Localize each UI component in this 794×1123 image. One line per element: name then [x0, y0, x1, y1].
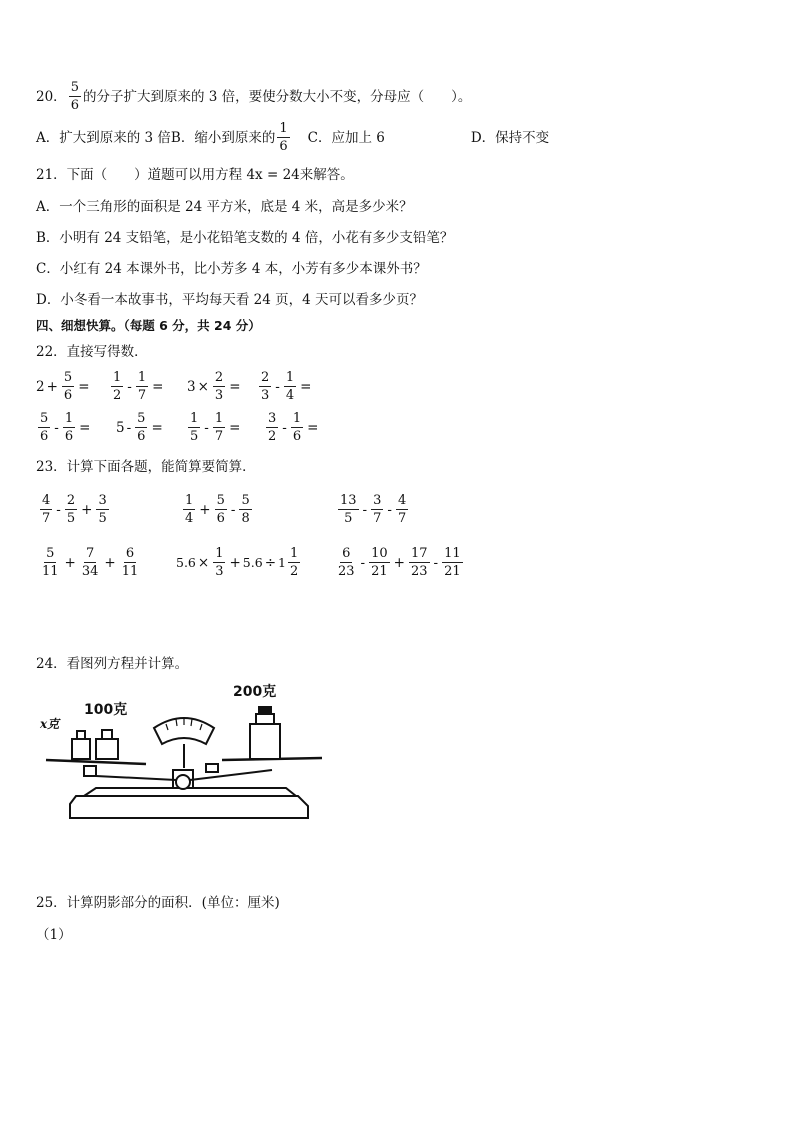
q24-stem: 24．看图列方程并计算。 — [36, 656, 189, 672]
q20-option-a: A．扩大到原来的 3 倍 — [36, 129, 171, 146]
q20-text: 的分子扩大到原来的 3 倍，要使分数大小不变，分母应（ ）。 — [82, 88, 472, 105]
q25-stem: 25．计算阴影部分的面积．(单位：厘米) — [36, 895, 280, 911]
q20-number: 20． — [36, 88, 67, 105]
q22-expr-3: 3 × $\frac{2}{3}$ = — [187, 370, 241, 403]
q23-expr-2: $\frac{1}{4}$ + $\frac{5}{6}$ - $\frac{5}{8}$ — [185, 493, 250, 526]
q22-expr-7: $\frac{1}{5}$ - $\frac{1}{7}$ = — [190, 411, 241, 444]
q20-option-d: D．保持不变 — [470, 129, 550, 146]
q23-expr-5: 5.6 × $\frac{1}{3}$ + 5.6 ÷ 1 $\frac{1}{2}$ — [176, 546, 299, 579]
q20-option-b-fraction: $\frac{1}{6}$ — [279, 121, 288, 154]
q22-expr-5: $\frac{5}{6}$ - $\frac{1}{6}$ = — [40, 411, 91, 444]
q22-expr-8: $\frac{3}{2}$ - $\frac{1}{6}$ = — [268, 411, 319, 444]
q21-stem: 21．下面（ ）道题可以用方程 4x = 24来解答。 — [36, 167, 354, 183]
q23-expr-4: $\frac{5}{11}$ + $\frac{7}{34}$ + $\frac{6}{11}$ — [42, 546, 139, 579]
q21-option-d: D．小冬看一本故事书，平均每天看 24 页，4 天可以看多少页？ — [36, 292, 423, 308]
q21-option-a: A．一个三角形的面积是 24 平方米，底是 4 米，高是多少米？ — [36, 199, 413, 215]
q22-expr-1: 2 + $\frac{5}{6}$ = — [36, 370, 90, 403]
scale-base — [70, 796, 308, 818]
right-weight — [250, 707, 280, 759]
q23-expr-3: $\frac{13}{5}$ - $\frac{3}{7}$ - $\frac{4}{7}$ — [340, 493, 407, 526]
q25-sub-1: （1） — [36, 927, 72, 943]
q23-expr-1: $\frac{4}{7}$ - $\frac{2}{5}$ + $\frac{3}{5}$ — [42, 493, 107, 526]
q23-stem: 23．计算下面各题，能简算要简算． — [36, 459, 256, 475]
q23-expr-6: $\frac{6}{23}$ - $\frac{10}{21}$ + $\frac{17}{23}$ - $\frac{11}{21}$ — [338, 546, 461, 579]
q21-option-b: B．小明有 24 支铅笔，是小花铅笔支数的 4 倍，小花有多少支铅笔？ — [36, 230, 454, 246]
left-weights — [72, 730, 118, 759]
section-4-heading: 四、细想快算。（每题 6 分，共 24 分） — [36, 318, 261, 333]
q20-fraction: $\frac{5}{6}$ — [70, 80, 79, 113]
label-100-grams: 100克 — [84, 702, 128, 718]
q22-expr-2: $\frac{1}{2}$ - $\frac{1}{7}$ = — [113, 370, 164, 403]
q20-option-c: C．应加上 6 — [307, 129, 385, 146]
q22-expr-4: $\frac{2}{3}$ - $\frac{1}{4}$ = — [261, 370, 312, 403]
q22-stem: 22．直接写得数． — [36, 344, 148, 360]
question-20 — [36, 80, 471, 113]
label-200-grams: 200克 — [233, 684, 277, 700]
q22-expr-6: 5 - $\frac{5}{6}$ = — [116, 411, 163, 444]
q21-option-c: C．小红有 24 本课外书，比小芳多 4 本，小芳有多少本课外书？ — [36, 261, 427, 277]
q20-option-b: B．缩小到原来的 — [170, 129, 276, 146]
q20-options — [36, 121, 549, 154]
label-x-grams: x克 — [40, 717, 60, 731]
balance-scale-figure — [36, 678, 336, 828]
scale-left-pan — [46, 760, 146, 764]
